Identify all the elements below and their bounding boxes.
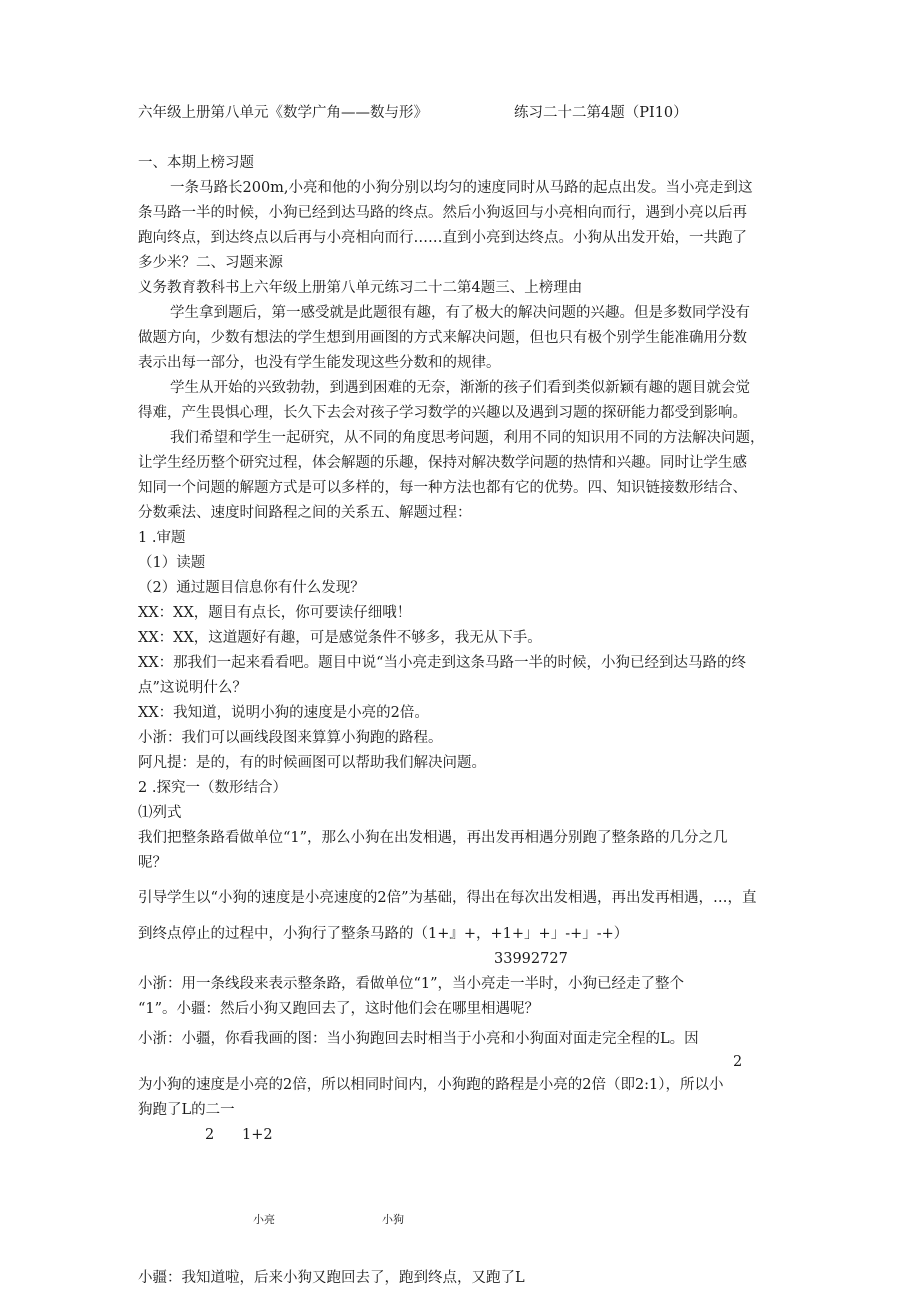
- paragraph-line: 呢？: [138, 855, 167, 871]
- list-item: （1）读题: [138, 555, 206, 571]
- paragraph-line: 我们把整条路看做单位“1”，那么小狗在出发相遇，再出发再相遇分别跑了整条路的几分之几: [138, 830, 728, 846]
- diagram-label-dog: 小狗: [382, 1213, 404, 1226]
- paragraph-line: 让学生经历整个研究过程，体会解题的乐趣，保持对解决数学问题的热情和兴趣。同时让学生感: [138, 455, 747, 471]
- paragraph-line: 学生拿到题后，第一感受就是此题很有趣，有了极大的解决问题的兴趣。但是多数同学没有: [170, 305, 750, 321]
- dialogue-line: 小浙：我们可以画线段图来算算小狗跑的路程。: [138, 730, 443, 746]
- section-heading: 一、本期上榜习题: [138, 155, 254, 171]
- dialogue-line: 小浙：用一条线段来表示整条路，看做单位“1”，当小亮走一半时，小狗已经走了整个: [138, 976, 685, 992]
- paragraph-line: 条马路一半的时候，小狗已经到达马路的终点。然后小狗返回与小亮相向而行，遇到小亮以后再: [138, 205, 747, 221]
- paragraph-line: 我们希望和学生一起研究，从不同的角度思考问题，利用不同的知识用不同的方法解决问题，: [170, 430, 765, 446]
- fraction-denominators: 33992727: [494, 951, 568, 967]
- dialogue-line: XX：XX，这道题好有趣，可是感觉条件不够多，我无从下手。: [138, 630, 542, 646]
- list-item: ⑴列式: [138, 805, 182, 821]
- paragraph-line: 分数乘法、速度时间路程之间的关系五、解题过程：: [138, 505, 472, 521]
- list-item: 1 .审题: [138, 530, 186, 546]
- paragraph-line: 引导学生以“小狗的速度是小亮速度的2倍”为基础，得出在每次出发相遇，再出发再相遇，…，直: [138, 890, 757, 906]
- paragraph-line: 一条马路长200m,小亮和他的小狗分别以均匀的速度同时从马路的起点出发。当小亮走到这: [170, 180, 753, 196]
- fraction-denominator: 2: [733, 1054, 743, 1070]
- paragraph-line: 多少米？二、习题来源: [138, 255, 283, 271]
- paragraph-line: 知同一个问题的解题方式是可以多样的，每一种方法也都有它的优势。四、知识链接数形结合、: [138, 480, 747, 496]
- list-item: 2 .探究一（数形结合）: [138, 780, 287, 796]
- paragraph-line: 到终点停止的过程中，小狗行了整条马路的（1+』+，+1+」+」-+」-+）: [138, 926, 629, 942]
- paragraph-line: 义务教育教科书上六年级上册第八单元练习二十二第4题三、上榜理由: [138, 280, 583, 296]
- dialogue-line: 小疆：我知道啦，后来小狗又跑回去了，跑到终点，又跑了L: [138, 1270, 525, 1286]
- dialogue-line: XX：XX，题目有点长，你可要读仔细哦！: [138, 605, 412, 621]
- fraction-denominator: 1+2: [242, 1127, 273, 1143]
- list-item: （2）通过题目信息你有什么发现？: [138, 580, 365, 596]
- paragraph-line: 表示出每一部分，也没有学生能发现这些分数和的规律。: [138, 355, 501, 371]
- dialogue-line: “1”。小疆：然后小狗又跑回去了，这时他们会在哪里相遇呢？: [138, 1001, 540, 1017]
- dialogue-line: 小浙：小疆，你看我画的图：当小狗跑回去时相当于小亮和小狗面对面走完全程的L。因: [138, 1031, 699, 1047]
- header-title: 六年级上册第八单元《数学广角——数与形》: [138, 105, 428, 121]
- dialogue-line: XX：那我们一起来看看吧。题目中说“当小亮走到这条马路一半的时候，小狗已经到达马路的终: [138, 655, 747, 671]
- paragraph-line: 狗跑了L的二一: [138, 1102, 235, 1118]
- fraction-denominator: 2: [205, 1127, 215, 1143]
- header-exercise-ref: 练习二十二第4题（PI10）: [514, 105, 688, 121]
- dialogue-line: XX：我知道，说明小狗的速度是小亮的2倍。: [138, 705, 429, 721]
- paragraph-line: 得难，产生畏惧心理，长久下去会对孩子学习数学的兴趣以及遇到习题的探研能力都受到影响。: [138, 405, 747, 421]
- dialogue-line: 点”这说明什么？: [138, 680, 247, 696]
- diagram-label-xiaoliang: 小亮: [253, 1213, 275, 1226]
- paragraph-line: 为小狗的速度是小亮的2倍，所以相同时间内，小狗跑的路程是小亮的2倍（即2:1），所以小: [138, 1077, 724, 1093]
- paragraph-line: 跑向终点，到达终点以后再与小亮相向而行……直到小亮到达终点。小狗从出发开始，一共跑了: [138, 230, 747, 246]
- dialogue-line: 阿凡提：是的，有的时候画图可以帮助我们解决问题。: [138, 755, 486, 771]
- paragraph-line: 做题方向，少数有想法的学生想到用画图的方式来解决问题，但也只有极个别学生能准确用分数: [138, 330, 747, 346]
- paragraph-line: 学生从开始的兴致勃勃，到遇到困难的无奈，渐渐的孩子们看到类似新颖有趣的题目就会觉: [170, 380, 750, 396]
